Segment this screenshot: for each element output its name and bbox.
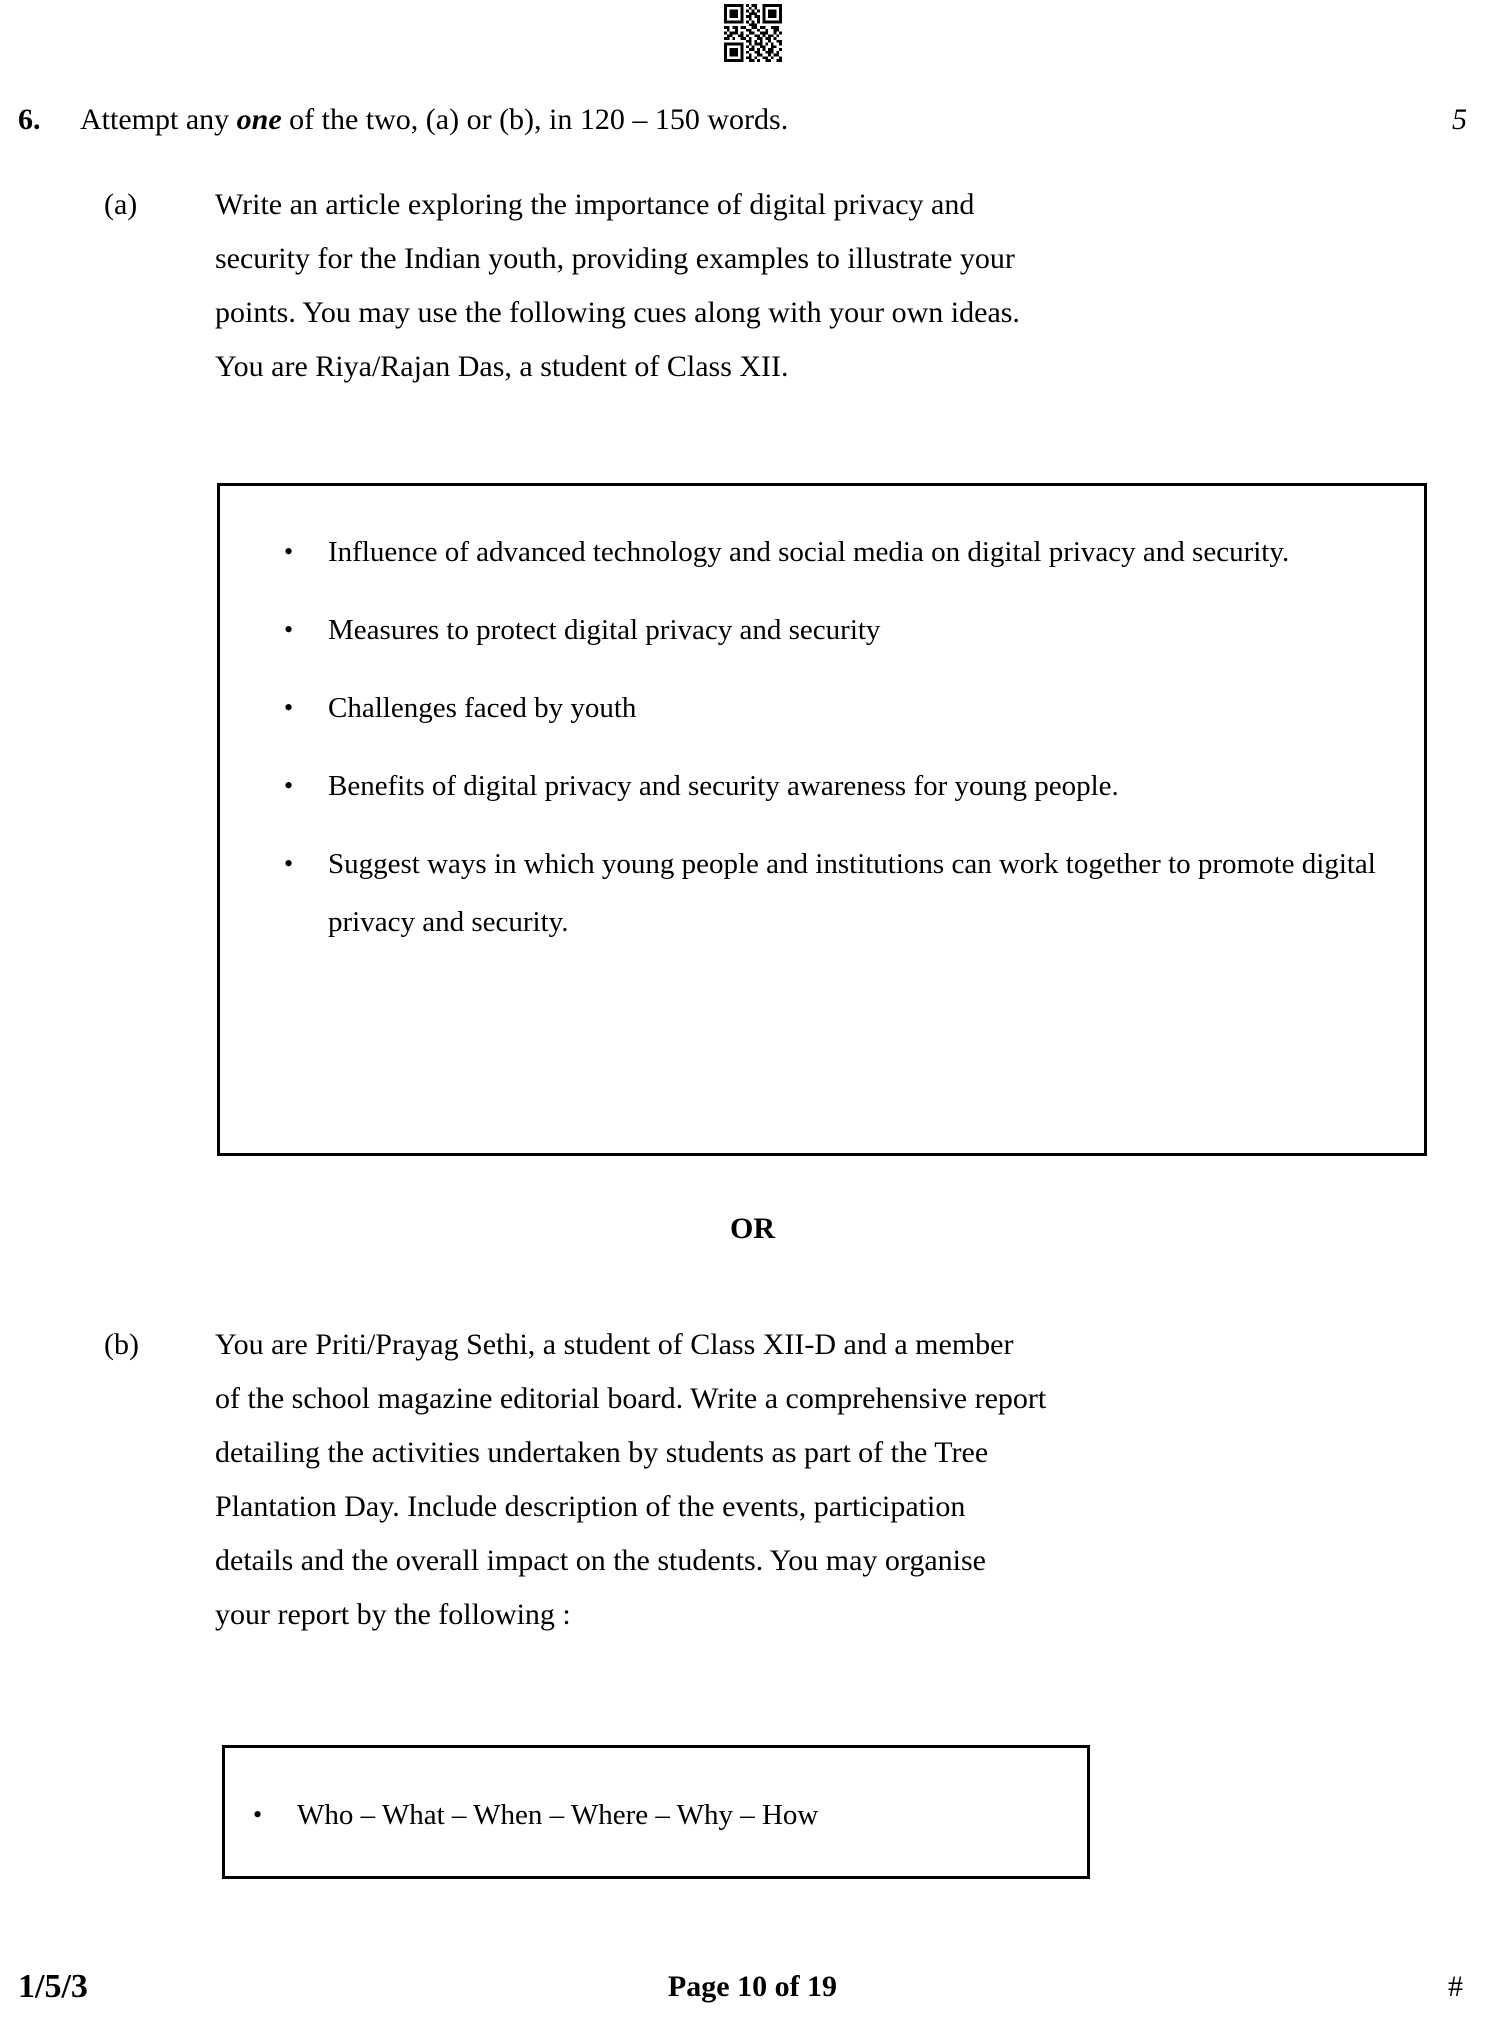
list-item: • Challenges faced by youth (262, 679, 1382, 737)
question-instruction (80, 98, 788, 142)
part-b-line-5: details and the overall impact on the students. You may organise (215, 1544, 986, 1577)
instruction-part-1: Attempt any (80, 103, 237, 136)
part-b-line-3: detailing the activities undertaken by students as part of the Tree (215, 1436, 989, 1469)
list-item: • Influence of advanced technology and social media on digital privacy and security. (262, 523, 1382, 581)
cue-box-part-a (217, 483, 1427, 1156)
list-item: • Suggest ways in which young people and institutions can work together to promote digital privacy and security. (262, 835, 1382, 951)
question-header-row (0, 98, 1505, 142)
question-number: 6. (18, 103, 41, 136)
qr-code-icon (724, 4, 782, 62)
list-item: • Benefits of digital privacy and security awareness for young people. (262, 757, 1382, 815)
page-footer (0, 1962, 1505, 2012)
part-a-line-2: security for the Indian youth, providing examples to illustrate your (215, 242, 1015, 275)
or-divider: OR (730, 1212, 775, 1245)
cue-box-part-b (222, 1745, 1090, 1879)
part-b-body (215, 1318, 1427, 1642)
footer-page-number: Page 10 of 19 (667, 1970, 838, 2003)
instruction-emphasis: one (236, 103, 282, 136)
part-a-body (215, 178, 1427, 394)
qr-code-container (0, 4, 1505, 67)
part-b-label: (b) (104, 1328, 139, 1361)
part-b-line-1: You are Priti/Prayag Sethi, a student of Class XII-D and a member (215, 1328, 1014, 1361)
list-item: • Who – What – When – Where – Why – How (225, 1748, 1087, 1882)
footer-hash-mark: # (1448, 1970, 1463, 2003)
cue-list-part-a (220, 486, 1424, 951)
part-a-label: (a) (104, 188, 138, 221)
cue-list-part-b (225, 1748, 1087, 1882)
part-a-line-4: You are Riya/Rajan Das, a student of Class XII. (215, 350, 789, 383)
list-item: • Measures to protect digital privacy and security (262, 601, 1382, 659)
footer-paper-code: 1/5/3 (18, 1968, 88, 2005)
part-b-line-2: of the school magazine editorial board. Write a comprehensive report (215, 1382, 1047, 1415)
part-b-line-4: Plantation Day. Include description of the events, participation (215, 1490, 966, 1523)
part-a-line-3: points. You may use the following cues along with your own ideas. (215, 296, 1020, 329)
part-a-line-1: Write an article exploring the importance of digital privacy and (215, 188, 975, 221)
part-b-line-6: your report by the following : (215, 1598, 571, 1631)
question-marks: 5 (1452, 103, 1467, 136)
instruction-part-2: of the two, (a) or (b), in 120 – 150 words. (281, 103, 789, 136)
